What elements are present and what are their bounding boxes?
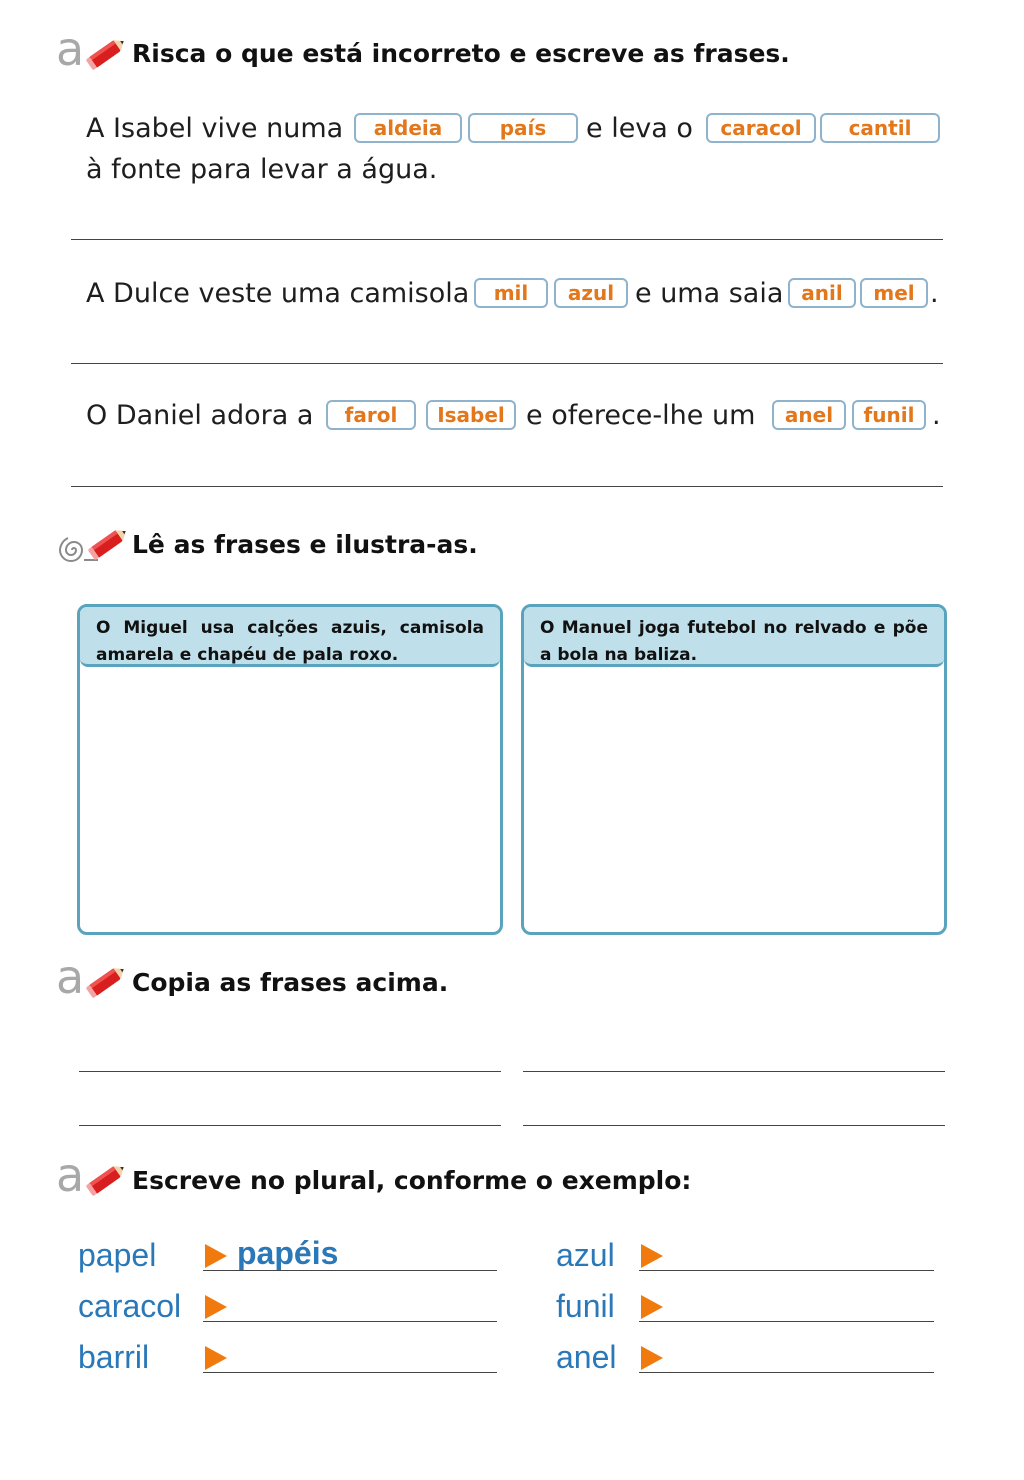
illustration-box-1-caption: O Miguel usa calções azuis, camisola amarela e chapéu de pala roxo. (80, 607, 500, 667)
option-aldeia[interactable]: aldeia (354, 113, 462, 143)
word-papel: papel (78, 1237, 157, 1273)
pencil-icon (84, 962, 128, 1002)
option-funil[interactable]: funil (852, 400, 926, 430)
answer-line-2[interactable] (71, 363, 943, 364)
sentence-1-line-2: à fonte para levar a água. (86, 154, 438, 185)
plural-line-funil[interactable] (639, 1321, 934, 1322)
section-1-title: Risca o que está incorreto e escreve as frases. (132, 39, 790, 68)
copy-line-left-2[interactable] (79, 1125, 501, 1126)
option-pais[interactable]: país (468, 113, 578, 143)
pencil-icon (84, 34, 128, 74)
option-isabel[interactable]: Isabel (426, 400, 516, 430)
sentence-3-end: . (932, 400, 941, 431)
section-3-title: Copia as frases acima. (132, 968, 449, 997)
sentence-2-mid: e uma saia (635, 278, 784, 309)
answer-line-3[interactable] (71, 486, 943, 487)
sentence-2-end: . (930, 278, 939, 309)
copy-line-right-1[interactable] (523, 1071, 945, 1072)
option-cantil[interactable]: cantil (820, 113, 940, 143)
word-barril: barril (78, 1339, 150, 1375)
section-1-icon (56, 22, 132, 80)
option-anel[interactable]: anel (772, 400, 846, 430)
sentence-3-pre: O Daniel adora a (86, 400, 314, 431)
plural-line-anel[interactable] (639, 1372, 934, 1373)
section-3-icon (56, 950, 132, 1008)
illustration-box-2[interactable] (521, 604, 947, 935)
copy-line-left-1[interactable] (79, 1071, 501, 1072)
illustration-box-2-caption: O Manuel joga futebol no relvado e põe a bola na baliza. (524, 607, 944, 667)
arrow-icon (641, 1295, 663, 1319)
pencil-icon (86, 524, 130, 564)
word-funil: funil (556, 1288, 615, 1324)
plural-line-papel[interactable] (203, 1270, 497, 1271)
section-4-title: Escreve no plural, conforme o exemplo: (132, 1166, 692, 1195)
letter-a-icon: a (56, 22, 85, 76)
option-mil[interactable]: mil (474, 278, 548, 308)
pencil-icon (84, 1160, 128, 1200)
option-azul[interactable]: azul (554, 278, 628, 308)
word-caracol: caracol (78, 1288, 182, 1324)
option-caracol[interactable]: caracol (706, 113, 816, 143)
sentence-1-line-1: A Isabel vive numa (86, 113, 344, 144)
sentence-1-mid: e leva o (586, 113, 693, 144)
option-anil[interactable]: anil (788, 278, 856, 308)
arrow-icon (641, 1244, 663, 1268)
word-anel: anel (556, 1339, 617, 1375)
copy-line-right-2[interactable] (523, 1125, 945, 1126)
sentence-3-mid: e oferece-lhe um (526, 400, 756, 431)
section-2-icon (54, 524, 134, 570)
plural-line-caracol[interactable] (203, 1321, 497, 1322)
word-azul: azul (556, 1237, 615, 1273)
letter-a-icon: a (56, 950, 85, 1004)
arrow-icon (205, 1244, 227, 1268)
arrow-icon (205, 1295, 227, 1319)
answer-line-1[interactable] (71, 239, 943, 240)
letter-a-icon: a (56, 1148, 85, 1202)
section-4-icon (56, 1148, 132, 1206)
option-farol[interactable]: farol (326, 400, 416, 430)
option-mel[interactable]: mel (860, 278, 928, 308)
illustration-box-1[interactable] (77, 604, 503, 935)
sentence-2-pre: A Dulce veste uma camisola (86, 278, 470, 309)
section-2-title: Lê as frases e ilustra-as. (132, 530, 478, 559)
answer-papeis: papéis (237, 1235, 339, 1271)
arrow-icon (205, 1346, 227, 1370)
plural-line-azul[interactable] (639, 1270, 934, 1271)
arrow-icon (641, 1346, 663, 1370)
plural-line-barril[interactable] (203, 1372, 497, 1373)
